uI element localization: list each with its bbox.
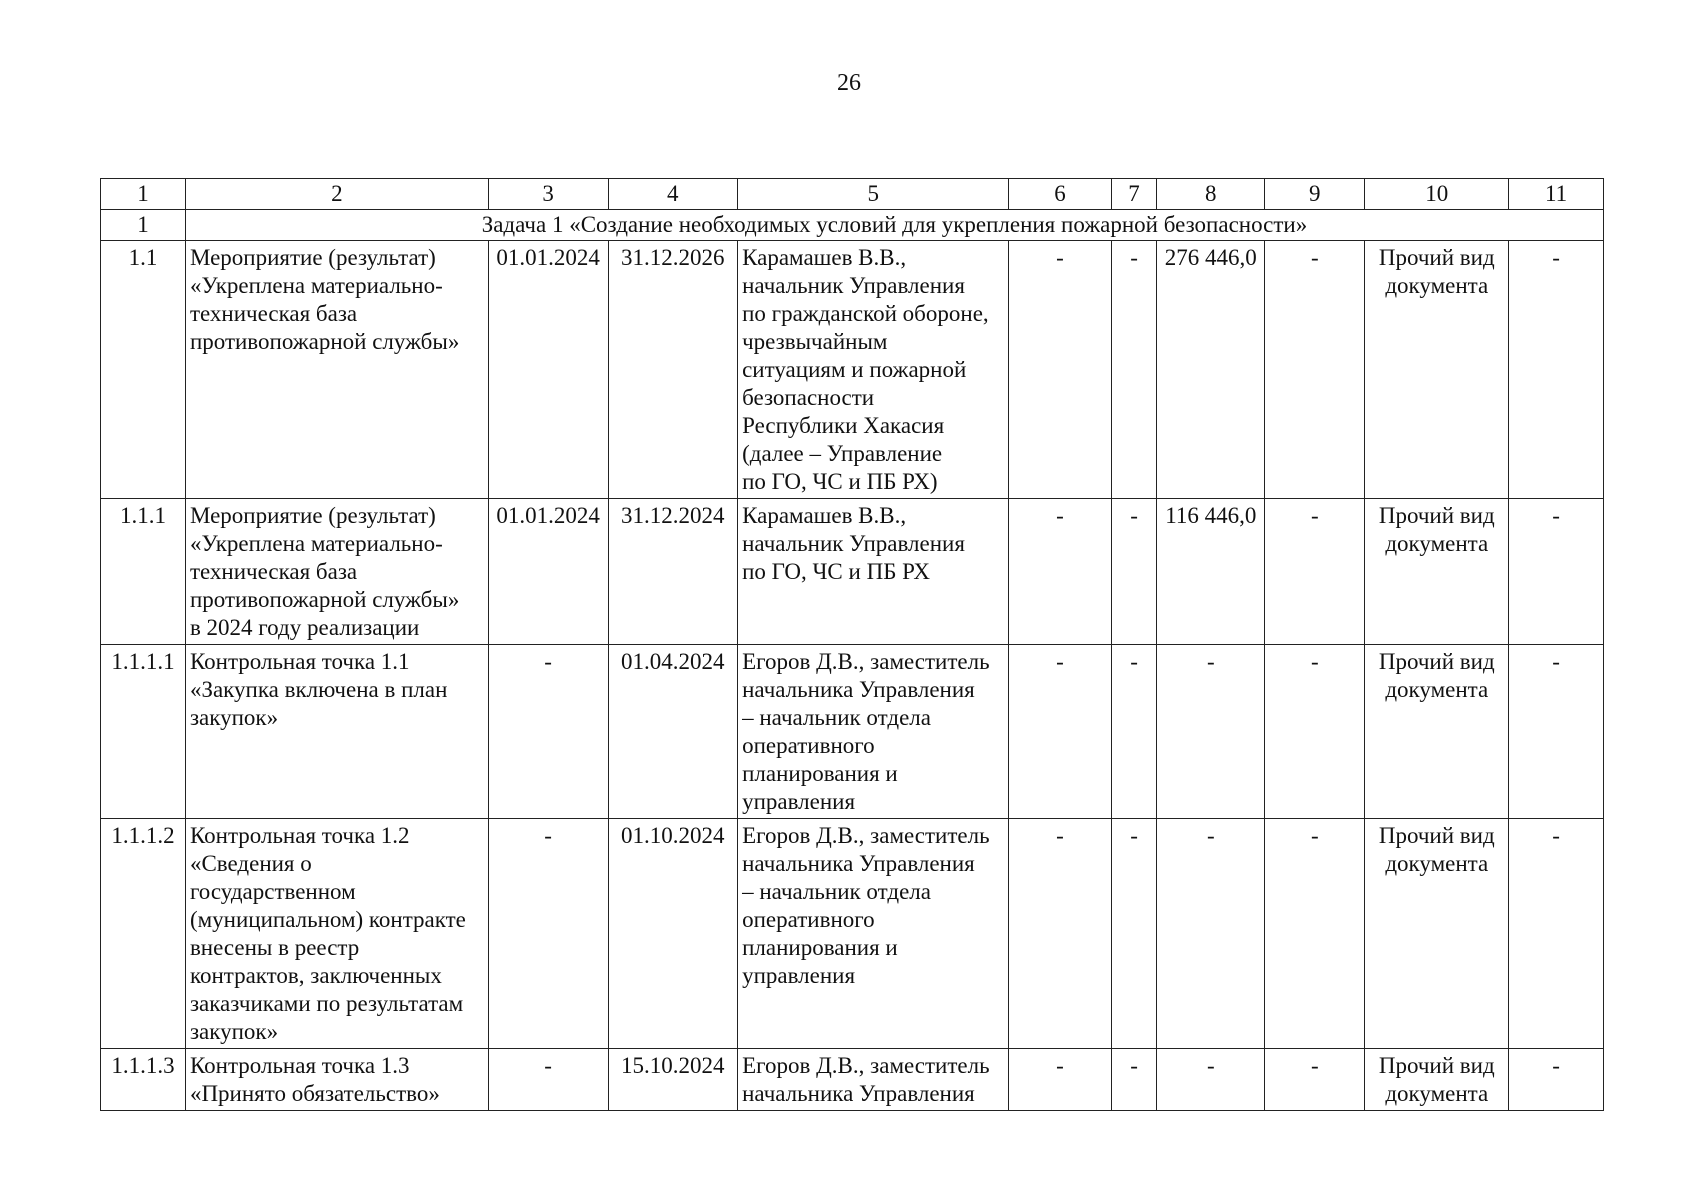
start-date: - [488, 1049, 608, 1111]
start-date: - [488, 819, 608, 1049]
column-number-header: 3 [488, 179, 608, 210]
column-number-header: 1 [101, 179, 186, 210]
col-11-value: - [1509, 241, 1604, 499]
responsible-person: Карамашев В.В., начальник Управления по гражданской обороне, чрезвычайным ситуациям и пожарной безопасности Республики Хакасия (далее – Управление по ГО, ЧС и ПБ РХ) [738, 241, 1009, 499]
col-9-value: - [1265, 499, 1365, 645]
event-name: Контрольная точка 1.1 «Закупка включена в план закупок» [185, 645, 488, 819]
col-8-value: 116 446,0 [1157, 499, 1265, 645]
document-type: Прочий вид документа [1365, 499, 1509, 645]
col-8-value: 276 446,0 [1157, 241, 1265, 499]
column-number-header: 7 [1111, 179, 1157, 210]
task-title: Задача 1 «Создание необходимых условий для укрепления пожарной безопасности» [185, 210, 1603, 241]
end-date: 31.12.2024 [608, 499, 738, 645]
end-date: 01.04.2024 [608, 645, 738, 819]
event-name: Мероприятие (результат) «Укреплена материально- техническая база противопожарной службы» [185, 241, 488, 499]
col-9-value: - [1265, 1049, 1365, 1111]
responsible-person: Егоров Д.В., заместитель начальника Управления – начальник отдела оперативного планирования и управления [738, 645, 1009, 819]
row-number: 1.1 [101, 241, 186, 499]
col-8-value: - [1157, 1049, 1265, 1111]
row-number: 1.1.1.1 [101, 645, 186, 819]
event-name: Мероприятие (результат) «Укреплена материально- техническая база противопожарной службы» в 2024 году реализации [185, 499, 488, 645]
start-date: - [488, 645, 608, 819]
col-8-value: - [1157, 819, 1265, 1049]
col-9-value: - [1265, 819, 1365, 1049]
col-11-value: - [1509, 645, 1604, 819]
document-type: Прочий вид документа [1365, 819, 1509, 1049]
page-number: 26 [837, 70, 861, 96]
table-row [101, 1049, 1604, 1111]
col-7-value: - [1111, 1049, 1157, 1111]
column-number-header: 5 [738, 179, 1009, 210]
col-11-value: - [1509, 499, 1604, 645]
table-row [101, 645, 1604, 819]
responsible-person: Егоров Д.В., заместитель начальника Управления – начальник отдела оперативного планирования и управления [738, 819, 1009, 1049]
column-number-header: 10 [1365, 179, 1509, 210]
end-date: 31.12.2026 [608, 241, 738, 499]
column-number-header: 9 [1265, 179, 1365, 210]
row-number: 1.1.1.2 [101, 819, 186, 1049]
document-type: Прочий вид документа [1365, 1049, 1509, 1111]
column-numbers-row [101, 179, 1604, 210]
col-6-value: - [1009, 819, 1111, 1049]
col-7-value: - [1111, 241, 1157, 499]
row-number: 1.1.1.3 [101, 1049, 186, 1111]
event-name: Контрольная точка 1.3 «Принято обязательство» [185, 1049, 488, 1111]
column-number-header: 6 [1009, 179, 1111, 210]
task-row [101, 210, 1604, 241]
end-date: 15.10.2024 [608, 1049, 738, 1111]
col-6-value: - [1009, 1049, 1111, 1111]
start-date: 01.01.2024 [488, 241, 608, 499]
col-11-value: - [1509, 819, 1604, 1049]
column-number-header: 8 [1157, 179, 1265, 210]
column-number-header: 11 [1509, 179, 1604, 210]
row-number: 1.1.1 [101, 499, 186, 645]
table-row [101, 241, 1604, 499]
task-number: 1 [101, 210, 186, 241]
col-11-value: - [1509, 1049, 1604, 1111]
document-type: Прочий вид документа [1365, 645, 1509, 819]
col-7-value: - [1111, 819, 1157, 1049]
column-number-header: 4 [608, 179, 738, 210]
table-row [101, 819, 1604, 1049]
document-type: Прочий вид документа [1365, 241, 1509, 499]
responsible-person: Карамашев В.В., начальник Управления по ГО, ЧС и ПБ РХ [738, 499, 1009, 645]
event-name: Контрольная точка 1.2 «Сведения о государственном (муниципальном) контракте внесены в реестр контрактов, заключенных заказчиками по результатам закупок» [185, 819, 488, 1049]
column-number-header: 2 [185, 179, 488, 210]
end-date: 01.10.2024 [608, 819, 738, 1049]
col-9-value: - [1265, 645, 1365, 819]
col-7-value: - [1111, 645, 1157, 819]
start-date: 01.01.2024 [488, 499, 608, 645]
col-6-value: - [1009, 241, 1111, 499]
col-9-value: - [1265, 241, 1365, 499]
col-6-value: - [1009, 645, 1111, 819]
col-7-value: - [1111, 499, 1157, 645]
col-8-value: - [1157, 645, 1265, 819]
responsible-person: Егоров Д.В., заместитель начальника Управления [738, 1049, 1009, 1111]
plan-table [100, 178, 1604, 1111]
table-row [101, 499, 1604, 645]
col-6-value: - [1009, 499, 1111, 645]
